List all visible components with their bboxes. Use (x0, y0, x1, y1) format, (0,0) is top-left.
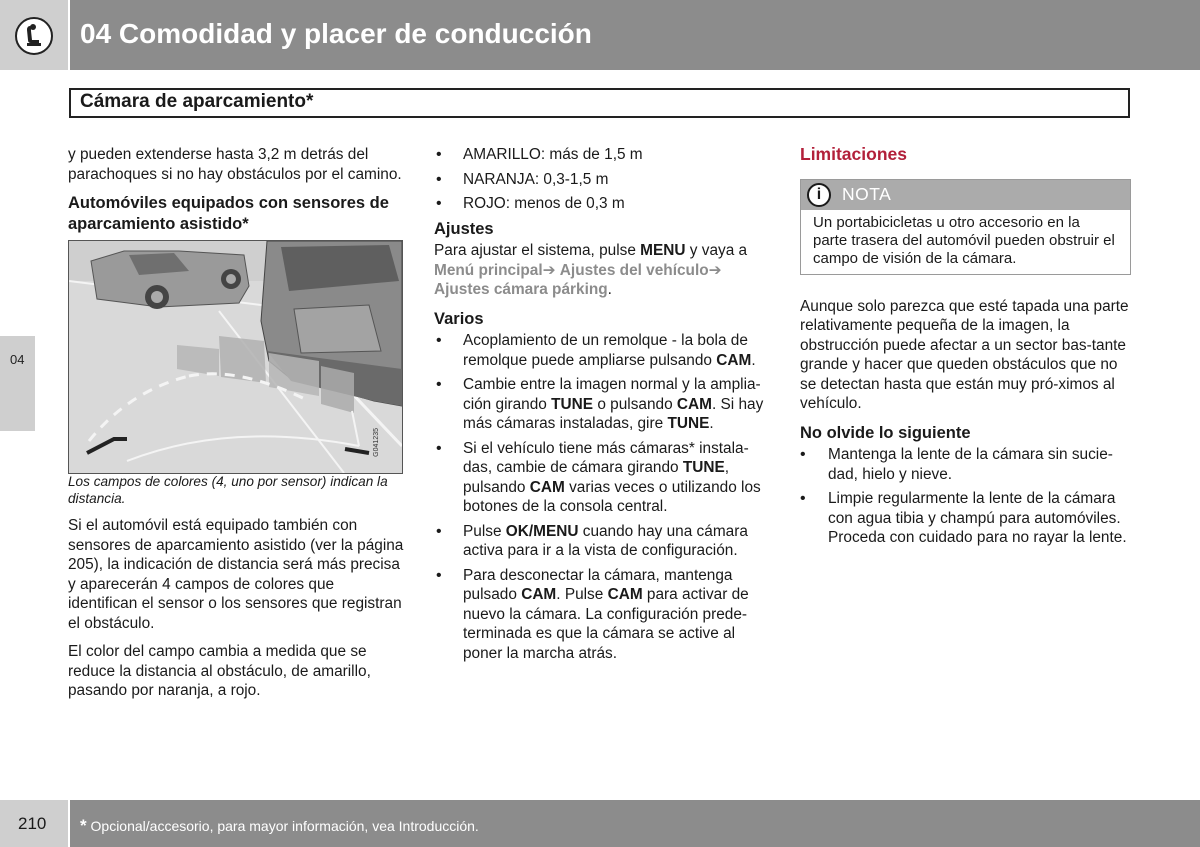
arrow-icon: ➔ (708, 261, 722, 279)
menu-button-label: MENU (640, 242, 686, 259)
varios-item: • Cambie entre la imagen normal y la amplia-ción girando TUNE o pulsando CAM. Si hay más cámaras instaladas, gire TUNE. (434, 375, 770, 434)
remember-list (800, 445, 1130, 548)
column-3 (800, 145, 1130, 553)
color-item-yellow: • AMARILLO: más de 1,5 m (434, 145, 770, 165)
sensors-paragraph: Si el automóvil está equipado también con sensores de aparcamiento asistido (ver la página 205), la indicación de distancia será más precisa y aparecerán 4 campos de colores que identifican el sensor o los sensores que registran el obstáculo. (68, 517, 404, 632)
color-item-red: • ROJO: menos de 0,3 m (434, 194, 770, 214)
footer-note: * Opcional/accesorio, para mayor información, vea Introducción. (80, 816, 479, 835)
varios-item: • Si el vehículo tiene más cámaras* instala-das, cambie de cámara girando TUNE, pulsando CAM varias veces o utilizando los botones de la consola central. (434, 439, 770, 517)
remember-item: • Mantenga la lente de la cámara sin sucie-dad, hielo y nieve. (800, 445, 1130, 484)
image-code: G041235 (372, 428, 380, 457)
info-icon: i (807, 183, 831, 207)
section-title: Cámara de aparcamiento* (80, 91, 314, 112)
sensors-heading: Automóviles equipados con sensores de aparcamiento asistido* (68, 194, 389, 233)
menu-path-vehicle: Ajustes del vehículo (559, 261, 709, 279)
ajustes-paragraph: Para ajustar el sistema, pulse MENU y vaya a Menú principal➔ Ajustes del vehículo➔ Ajustes cámara párking. (434, 242, 748, 298)
limitations-heading: Limitaciones (800, 144, 907, 164)
menu-path-parking-camera: Ajustes cámara párking (434, 281, 608, 298)
note-label: NOTA (842, 183, 892, 204)
note-box (800, 179, 1131, 275)
varios-item: • Pulse OK/MENU cuando hay una cámara activa para ir a la vista de configuración. (434, 522, 770, 561)
arrow-icon: ➔ (542, 261, 556, 279)
ajustes-heading: Ajustes (434, 219, 494, 238)
chapter-title: 04 Comodidad y placer de conducción (80, 18, 592, 49)
note-header (801, 180, 1130, 210)
intro-text: y pueden extenderse hasta 3,2 m detrás del parachoques si no hay obstáculos por el camino. (68, 146, 402, 183)
varios-item: • Para desconectar la cámara, mantenga pulsado CAM. Pulse CAM para activar de nuevo la cámara. La configuración prede-terminada es que la cámara se active al poner la marcha atrás. (434, 566, 770, 664)
color-item-orange: • NARANJA: 0,3-1,5 m (434, 170, 770, 190)
remember-item: • Limpie regularmente la lente de la cámara con agua tibia y champú para automóviles. Proceda con cuidado para no rayar la lente. (800, 489, 1130, 548)
column-1 (68, 145, 404, 710)
column-2 (434, 145, 770, 668)
obstruction-paragraph: Aunque solo parezca que esté tapada una parte relativamente pequeña de la imagen, la obstrucción puede afectar a un sector bas-tante grande y hacer que queden obstáculos que no se detectan hasta que están muy pró-ximos al vehículo. (800, 297, 1129, 412)
section-title-box-edge (69, 88, 71, 118)
note-text: Un portabicicletas u otro accesorio en la parte trasera del automóvil pueden obstruir el campo de visión de la cámara. (813, 213, 1115, 267)
image-caption: Los campos de colores (4, uno por sensor) indican la distancia. (68, 474, 388, 506)
camera-view-illustration (68, 240, 403, 474)
menu-path-main: Menú principal (434, 261, 543, 279)
page-number: 210 (18, 814, 47, 833)
remember-heading: No olvide lo siguiente (800, 423, 971, 442)
distance-color-list (434, 145, 770, 214)
chapter-icon-box (0, 0, 68, 70)
color-change-paragraph: El color del campo cambia a medida que se reduce la distancia al obstáculo, de amarillo, pasando por naranja, a rojo. (68, 643, 371, 699)
side-tab-label: 04 (10, 352, 25, 367)
side-tab (0, 336, 35, 431)
seat-icon (15, 17, 53, 55)
varios-heading: Varios (434, 309, 484, 328)
varios-list (434, 331, 770, 663)
varios-item: • Acoplamiento de un remolque - la bola de remolque puede ampliarse pulsando CAM. (434, 331, 770, 370)
footnote-star: * (80, 816, 87, 835)
